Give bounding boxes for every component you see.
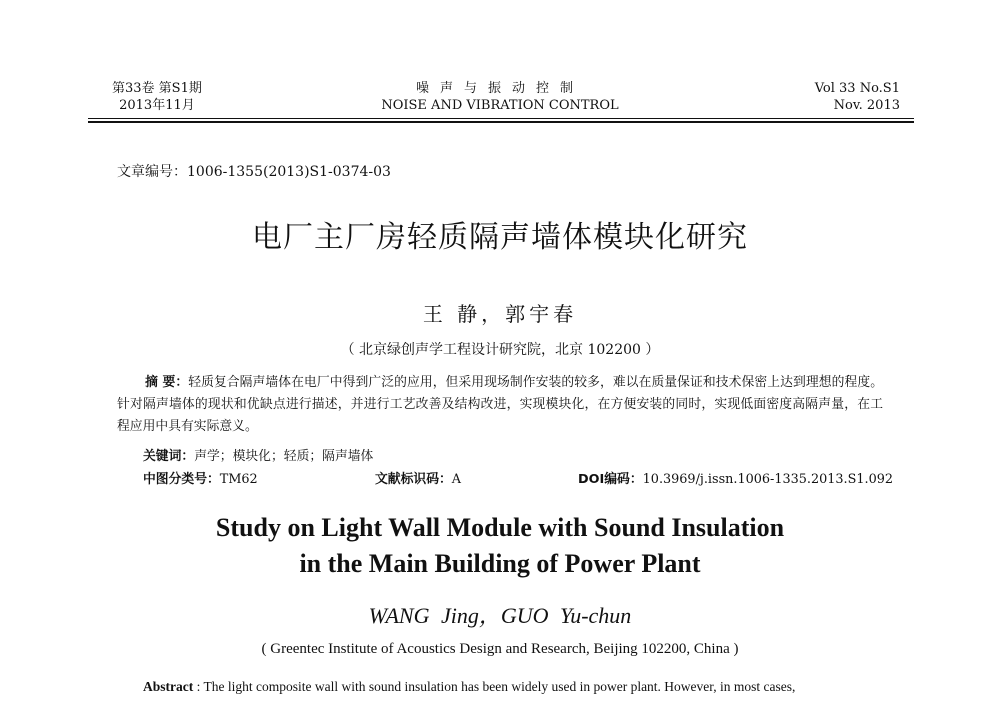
affiliation-en: ( Greentec Institute of Acoustics Design and Research, Beijing 102200, China ) [261, 641, 739, 657]
clc-number [143, 468, 258, 487]
authors-en: WANG Jing，GUO Yu-chun [368, 603, 632, 628]
title-en-line1: Study on Light Wall Module with Sound Insulation [215, 513, 785, 542]
title-en-line2: in the Main Building of Power Plant [299, 549, 701, 578]
authors-cn: 王 静，郭宇春 [422, 302, 578, 326]
document-code-label: 文献标识码： [375, 472, 452, 487]
keywords-label: 关键词： [143, 449, 195, 464]
abstract-en [143, 679, 795, 695]
doi-value: 10.3969/j.issn.1006-1335.2013.S1.092 [642, 472, 894, 487]
volume-issue: 第33卷 第S1期 [112, 81, 202, 96]
document-code-value: A [451, 472, 462, 487]
doi-label: DOI编码： [578, 472, 643, 487]
affiliation-cn: （ 北京绿创声学工程设计研究院，北京 102200 ） [340, 342, 660, 358]
header-rule-thin [88, 118, 914, 119]
title-cn: 电厂主厂房轻质隔声墙体模块化研究 [252, 220, 748, 255]
clc-label: 中图分类号： [143, 472, 220, 487]
publication-date: 2013年11月 [119, 98, 195, 113]
document-code [375, 468, 461, 487]
volume-issue-en: Vol 33 No.S1 [814, 81, 900, 96]
clc-value: TM62 [219, 472, 258, 487]
abstract-cn [117, 372, 883, 438]
abstract-cn-text: 轻质复合隔声墙体在电厂中得到广泛的应用，但采用现场制作安装的较多，难以在质量保证和技术保密上达到理想的程度。针对隔声墙体的现状和优缺点进行描述，并进行工艺改善及结构改进，实现模块化，在方便安装的同时，实现低面密度高隔声量，在工程应用中具有实际意义。 [117, 375, 883, 434]
abstract-en-text: : The light composite wall with sound insulation has been widely used in power plant. However, in most cases, [193, 679, 796, 694]
header-rule-thick [88, 121, 914, 123]
abstract-cn-label: 摘 要： [145, 375, 189, 390]
journal-name-cn: 噪声与振动控制 [415, 81, 584, 96]
title-en [0, 510, 1000, 582]
article-number: 文章编号：1006-1355(2013)S1-0374-03 [117, 164, 391, 180]
keywords [143, 445, 373, 464]
keywords-text: 声学；模块化；轻质；隔声墙体 [194, 449, 374, 464]
doi [578, 468, 893, 487]
header-right [780, 80, 900, 114]
abstract-en-label: Abstract [143, 679, 194, 694]
publication-date-en: Nov. 2013 [833, 98, 900, 113]
journal-name-en: NOISE AND VIBRATION CONTROL [381, 98, 619, 113]
